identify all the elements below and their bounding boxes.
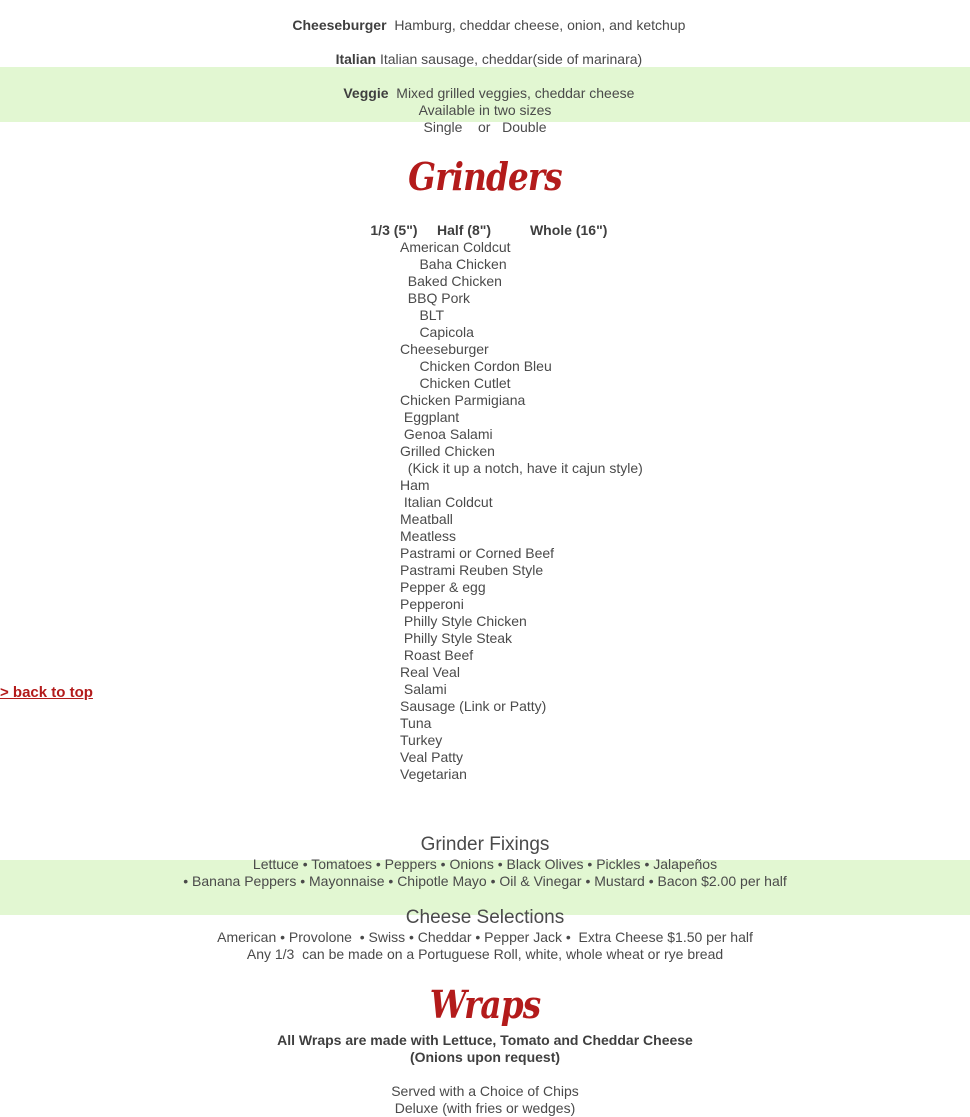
grinder-item: (Kick it up a notch, have it cajun style) <box>400 460 643 476</box>
grinder-item: Grilled Chicken <box>400 443 495 459</box>
wraps-line-2: (Onions upon request) <box>409 1049 561 1065</box>
grinder-item: Roast Beef <box>400 647 474 663</box>
cheese-line-2: Any 1/3 can be made on a Portuguese Roll, white, whole wheat or rye bread <box>246 946 724 962</box>
menu-item-veggie <box>0 68 970 102</box>
grinder-item: Baked Chicken <box>400 273 502 289</box>
grinder-sizes <box>0 205 970 239</box>
fixings-line-2: • Banana Peppers • Mayonnaise • Chipotle Mayo • Oil & Vinegar • Mustard • Bacon $2.00 per half <box>183 873 787 889</box>
wraps-heading: Wraps <box>429 982 541 1027</box>
grinder-item: BLT <box>400 307 445 323</box>
wraps-line-4: Deluxe (with fries or wedges) <box>394 1100 576 1116</box>
grinder-item: Vegetarian <box>400 766 467 782</box>
grinder-item: Baha Chicken <box>400 256 507 272</box>
grinder-item: Meatless <box>400 528 457 544</box>
grinder-item: Chicken Parmigiana <box>400 392 526 408</box>
grinder-item: Pepper & egg <box>400 579 486 595</box>
grinder-item: Chicken Cordon Bleu <box>400 358 552 374</box>
size-third: 1/3 (5") <box>370 222 418 238</box>
sizes-options: Single or Double <box>423 119 547 135</box>
item-name: Italian <box>335 51 377 67</box>
grinder-item: BBQ Pork <box>400 290 471 306</box>
grinder-item: Philly Style Steak <box>400 630 513 646</box>
size-whole: Whole (16") <box>529 222 608 238</box>
item-name: Cheeseburger <box>292 17 387 33</box>
fixings-heading: Grinder Fixings <box>420 834 550 855</box>
cheese-heading: Cheese Selections <box>405 907 565 928</box>
grinder-item: Salami <box>400 681 447 697</box>
grinder-item: Tuna <box>400 715 432 731</box>
fixings-line-1: Lettuce • Tomatoes • Peppers • Onions • Black Olives • Pickles • Jalapeños <box>252 856 718 872</box>
item-desc: Italian sausage, cheddar(side of marinara) <box>379 51 643 67</box>
sizes-available: Available in two sizes <box>418 102 552 118</box>
back-to-top-link[interactable]: > back to top <box>0 684 93 701</box>
grinder-item: Cheeseburger <box>400 341 489 357</box>
item-desc: Hamburg, cheddar cheese, onion, and ketchup <box>394 17 686 33</box>
item-desc: Mixed grilled veggies, cheddar cheese <box>396 85 635 101</box>
grinder-item: Eggplant <box>400 409 460 425</box>
cheese-line-1: American • Provolone • Swiss • Cheddar • Pepper Jack • Extra Cheese $1.50 per half <box>217 929 753 945</box>
item-name: Veggie <box>343 85 389 101</box>
grinder-item: American Coldcut <box>400 239 511 255</box>
grinder-item: Italian Coldcut <box>400 494 493 510</box>
menu-item-italian <box>0 34 970 68</box>
grinder-item: Pepperoni <box>400 596 464 612</box>
grinder-item: Philly Style Chicken <box>400 613 527 629</box>
grinder-item: Ham <box>400 477 430 493</box>
grinder-item: Genoa Salami <box>400 426 493 442</box>
grinder-item: Real Veal <box>400 664 460 680</box>
grinder-item: Capicola <box>400 324 474 340</box>
grinder-item: Meatball <box>400 511 453 527</box>
wraps-line-1: All Wraps are made with Lettuce, Tomato and Cheddar Cheese <box>277 1032 693 1048</box>
grinder-item: Pastrami Reuben Style <box>400 562 544 578</box>
grinder-item: Turkey <box>400 732 443 748</box>
grinder-item: Pastrami or Corned Beef <box>400 545 555 561</box>
grinder-item: Veal Patty <box>400 749 464 765</box>
grinders-heading: Grinders <box>408 154 562 199</box>
wraps-line-3: Served with a Choice of Chips <box>391 1083 579 1099</box>
menu-item-cheeseburger <box>0 0 970 34</box>
grinder-item: Chicken Cutlet <box>400 375 511 391</box>
size-half: Half (8") <box>436 222 492 238</box>
grinder-item: Sausage (Link or Patty) <box>400 698 547 714</box>
